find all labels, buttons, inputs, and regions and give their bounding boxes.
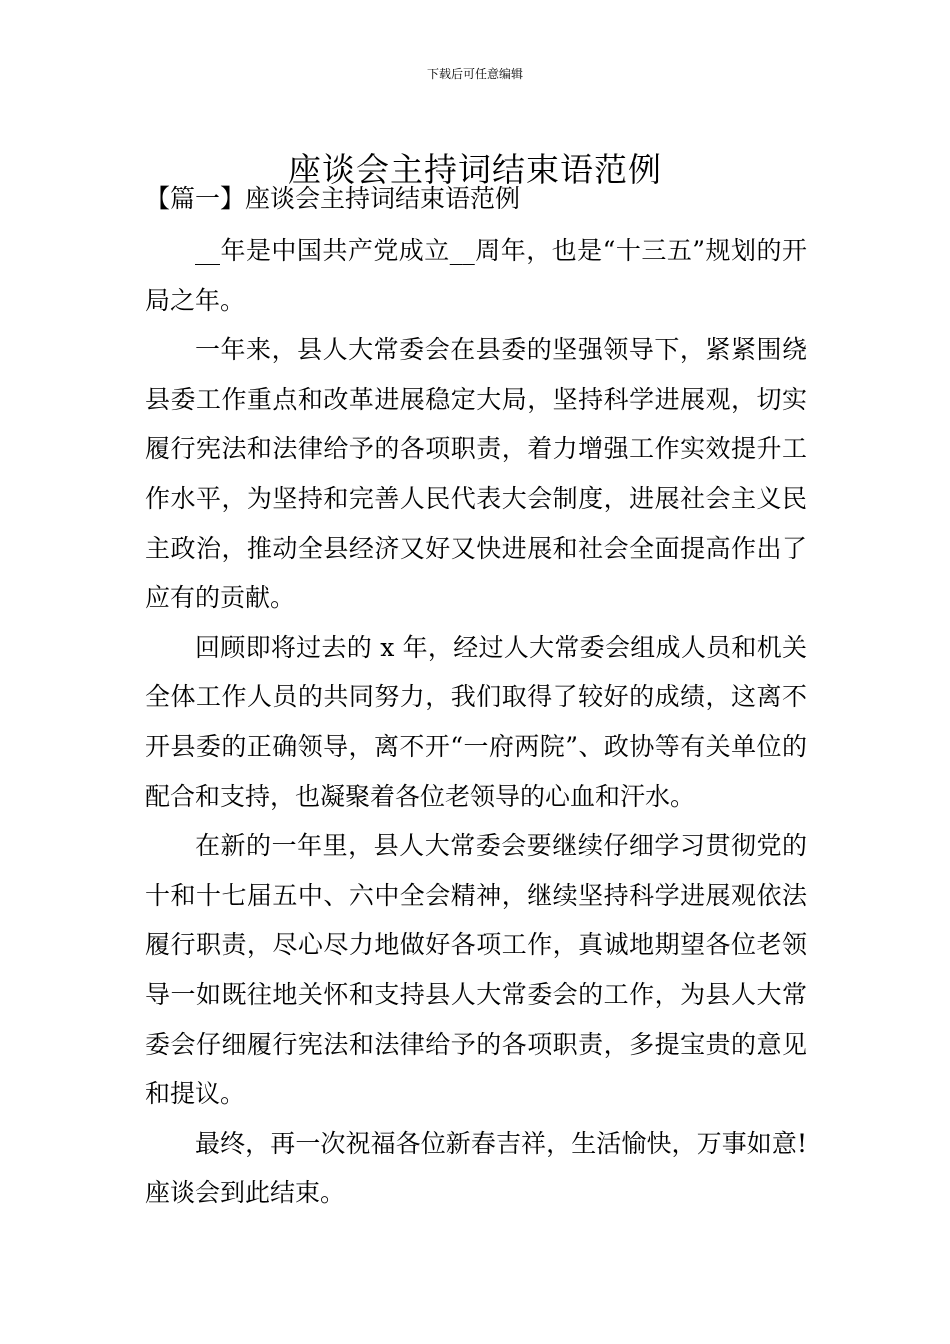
paragraph: __年是中国共产党成立__周年，也是“十三五”规划的开局之年。: [145, 236, 807, 315]
paragraph: 最终，再一次祝福各位新春吉祥，生活愉快，万事如意!座谈会到此结束。: [145, 1128, 807, 1208]
paragraph: 在新的一年里，县人大常委会要继续仔细学习贯彻党的十和十七届五中、六中全会精神，继续坚持科学进展观依法履行职责，尽心尽力地做好各项工作，真诚地期望各位老领导一如既往地关怀和支持县人大常委会的工作，为县人大常委会仔细履行宪法和法律给予的各项职责，多提宝贵的意见和提议。: [145, 831, 807, 1109]
paragraph: 一年来，县人大常委会在县委的坚强领导下，紧紧围绕县委工作重点和改革进展稳定大局，坚持科学进展观，切实履行宪法和法律给予的各项职责，着力增强工作实效提升工作水平，为坚持和完善人民代表大会制度，进展社会主义民主政治，推动全县经济又好又快进展和社会全面提高作出了应有的贡献。: [145, 335, 807, 613]
section-heading: 【篇一】座谈会主持词结束语范例: [145, 184, 521, 213]
document-title: 座谈会主持词结束语范例: [288, 150, 662, 190]
paragraph: 回顾即将过去的 x 年，经过人大常委会组成人员和机关全体工作人员的共同努力，我们取得了较好的成绩，这离不开县委的正确领导，离不开“一府两院”、政协等有关单位的配合和支持，也凝聚着各位老领导的心血和汗水。: [145, 632, 807, 811]
document-body: [145, 226, 807, 1218]
header-note: 下载后可任意编辑: [426, 67, 523, 81]
